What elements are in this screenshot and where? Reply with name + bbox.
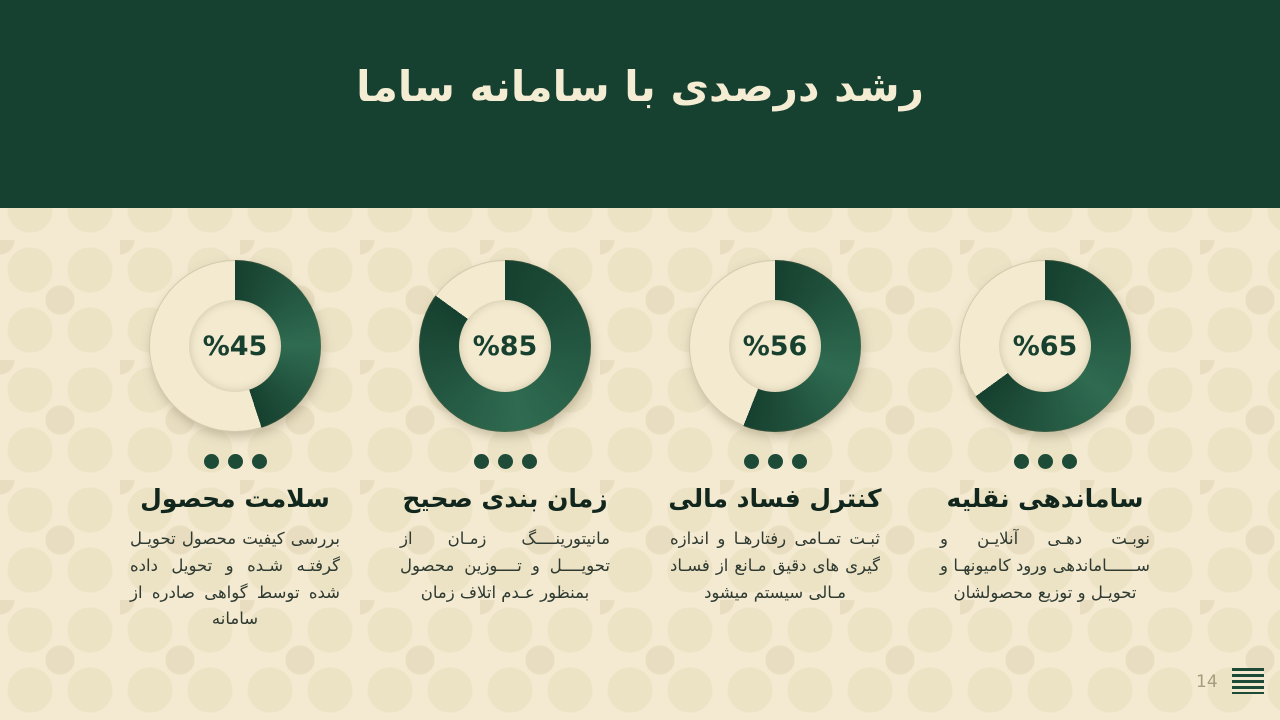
donut-hole-4: [999, 300, 1091, 392]
metric-title-1: سلامت محصول: [140, 484, 330, 513]
donut-hole-3: [729, 300, 821, 392]
page-title: رشد درصدی با سامانه ساما: [356, 62, 924, 111]
dot-icon: [792, 454, 807, 469]
donut-value-1: %45: [202, 330, 268, 362]
donut-chart-2: [419, 260, 591, 432]
donut-hole-2: [459, 300, 551, 392]
donut-hole-1: [189, 300, 281, 392]
donut-chart-4: [959, 260, 1131, 432]
metric-description-2: مانیتورینــــگ زمـان از تحویــــل و تــــوزین محصول بمنظور عـدم اتلاف زمان: [400, 529, 610, 602]
dot-separator-1: [204, 454, 267, 469]
donut-chart-3: [689, 260, 861, 432]
slide-header: [0, 0, 1280, 208]
page-number: 14: [1196, 672, 1218, 692]
metric-column-fleet-management: [930, 260, 1160, 633]
dot-separator-2: [474, 454, 537, 469]
dot-icon: [498, 454, 513, 469]
metric-title-3: کنترل فساد مالی: [668, 484, 882, 513]
dot-icon: [252, 454, 267, 469]
metric-title-4: ساماندهی نقلیه: [946, 484, 1144, 513]
dot-icon: [744, 454, 759, 469]
dot-separator-4: [1014, 454, 1077, 469]
metric-column-financial-control: [660, 260, 890, 633]
metric-column-scheduling: [390, 260, 620, 633]
donut-value-3: %56: [742, 330, 808, 362]
dot-icon: [522, 454, 537, 469]
metric-description-1: بررسی کیفیت محصول تحویـل گرفتـه شـده و تحویل داده شده توسط گواهی صادره از سامانه: [130, 529, 340, 629]
donut-value-4: %65: [1012, 330, 1078, 362]
dot-icon: [1014, 454, 1029, 469]
donut-value-2: %85: [472, 330, 538, 362]
dot-icon: [1062, 454, 1077, 469]
dot-icon: [204, 454, 219, 469]
dot-icon: [228, 454, 243, 469]
metric-description-3: ثبـت تمـامی رفتارهـا و اندازه گیری های دقیق مـانع از فسـاد مـالی سیستم میشود: [670, 529, 880, 602]
metrics-row: [120, 260, 1160, 633]
dot-separator-3: [744, 454, 807, 469]
dot-icon: [768, 454, 783, 469]
metric-column-product-health: [120, 260, 350, 633]
donut-chart-1: [149, 260, 321, 432]
logo-icon: [1232, 668, 1264, 694]
dot-icon: [1038, 454, 1053, 469]
dot-icon: [474, 454, 489, 469]
metric-description-4: نوبـت دهـی آنلایـن و ســــــاماندهی ورود کامیونهـا و تحویـل و توزیع محصولشان: [940, 529, 1150, 602]
metric-title-2: زمان بندی صحیح: [402, 484, 608, 513]
